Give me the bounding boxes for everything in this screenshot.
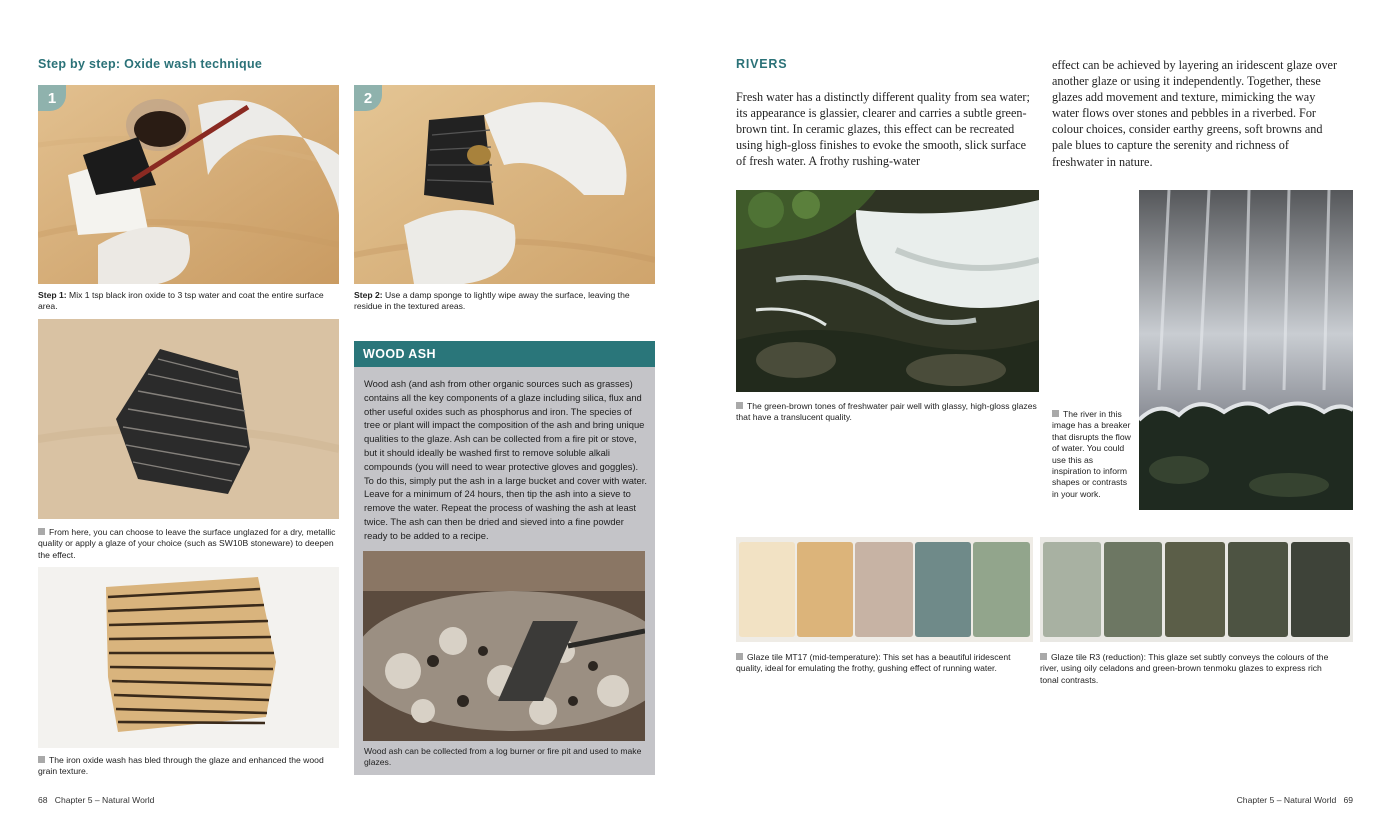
left-chapter-label: Chapter 5 – Natural World	[54, 795, 155, 805]
rivers-intro-col1: Fresh water has a distinctly different quality from sea water; its appearance is glassier, clearer and carries a subtle green-brown tint. In ceramic glazes, this effect can be recreated using high-gloss finishes to evoke the smooth, slick surface of fresh water. A frothy rushing-water	[736, 90, 1030, 169]
glaze-tiles-r3	[1040, 537, 1353, 642]
step-1-badge: 1	[38, 85, 66, 111]
river-photo-1	[736, 190, 1039, 392]
caption-square-icon	[736, 402, 743, 409]
caption-square-icon	[736, 653, 743, 660]
step-2-photo	[354, 85, 655, 284]
wood-ash-photo	[363, 551, 645, 741]
glaze-tile	[1043, 542, 1101, 637]
unglazed-caption-text: From here, you can choose to leave the surface unglazed for a dry, metallic quality or apply a glaze of your choice (such as SW10B stoneware) to deepen the effect.	[38, 527, 336, 560]
glazed-tile-illustration	[38, 567, 339, 748]
river-2-caption	[1052, 409, 1132, 500]
left-footer	[38, 795, 154, 805]
wood-ash-illustration	[363, 551, 645, 741]
river-photo-2	[1139, 190, 1353, 510]
wood-ash-box	[354, 341, 655, 775]
right-page-number: 69	[1343, 795, 1353, 805]
glaze-tile	[1291, 542, 1350, 637]
glaze-tiles-mt17	[736, 537, 1033, 642]
left-page-number: 68	[38, 795, 48, 805]
glaze-tile	[915, 542, 971, 637]
step-2-caption-text: Use a damp sponge to lightly wipe away the surface, leaving the residue in the textured areas.	[354, 290, 630, 312]
step-2-illustration	[354, 85, 655, 284]
step-1-photo	[38, 85, 339, 284]
glaze-tile	[1104, 542, 1162, 637]
tiles-mt17-caption-text: Glaze tile MT17 (mid-temperature): This set has a beautiful iridescent quality, ideal for emulating the frothy, gushing effect of running water.	[736, 652, 1011, 674]
caption-square-icon	[1040, 653, 1047, 660]
step-1-caption	[38, 290, 343, 313]
step-1-caption-label: Step 1:	[38, 290, 67, 300]
river-1-caption-text: The green-brown tones of freshwater pair well with glassy, high-gloss glazes that have a translucent quality.	[736, 401, 1037, 423]
wood-ash-caption: Wood ash can be collected from a log burner or fire pit and used to make glazes.	[364, 746, 642, 768]
caption-square-icon	[38, 528, 45, 535]
caption-square-icon	[1052, 410, 1059, 417]
glaze-tile	[855, 542, 913, 637]
glaze-tile	[797, 542, 853, 637]
glaze-tile	[1228, 542, 1288, 637]
step-1-illustration	[38, 85, 339, 284]
tiles-r3-caption-text: Glaze tile R3 (reduction): This glaze set subtly conveys the colours of the river, using oily celadons and green-brown tenmoku glazes to express rich tonal contrasts.	[1040, 652, 1329, 685]
glaze-tile	[739, 542, 795, 637]
tiles-mt17-caption	[736, 652, 1034, 675]
right-chapter-label: Chapter 5 – Natural World	[1236, 795, 1337, 805]
glazed-tile-photo	[38, 567, 339, 748]
unglazed-tile-photo	[38, 319, 339, 519]
glazed-caption	[38, 755, 338, 778]
wood-ash-title: WOOD ASH	[354, 341, 655, 367]
tiles-r3-caption	[1040, 652, 1340, 686]
left-page-title: Step by step: Oxide wash technique	[38, 57, 263, 71]
river-2-caption-text: The river in this image has a breaker that disrupts the flow of water. You could use this as inspiration to inform shapes or contrasts in your work.	[1052, 409, 1131, 499]
glaze-tile	[973, 542, 1030, 637]
wood-ash-body: Wood ash (and ash from other organic sources such as grasses) contains all the key components of a glaze including silica, flux and other useful oxides such as phosphorus and iron. The species of tree or plant will impact the composition of the ash and bring unique qualities to the glaze. Ash can be collected from a fire pit or stove, but it should ideally be washed first to remove soluble alkali compounds (you will need to wear protective gloves and goggles). To do this, simply put the ash in a large bucket and cover with water. Leave for a minimum of 24 hours, then tip the ash into a sieve to remove the water. Repeat the process of washing the ash at least twice. The ash can then be dried and sieved into a fine powder ready to be added to a recipe.	[364, 378, 647, 541]
rivers-intro-col2: effect can be achieved by layering an iridescent glaze over another glaze or using it independently. Together, these glazes add movement and texture, mimicking the way water flows over stones and pebbles in a riverbed. For colour choices, consider earthy greens, soft browns and pale blues to capture the serenity and richness of freshwater in nature.	[1052, 58, 1338, 169]
rivers-title: RIVERS	[736, 57, 788, 71]
unglazed-caption	[38, 527, 338, 561]
glaze-tile	[1165, 542, 1225, 637]
step-2-caption	[354, 290, 644, 313]
right-footer	[1237, 795, 1353, 805]
step-1-caption-text: Mix 1 tsp black iron oxide to 3 tsp water and coat the entire surface area.	[38, 290, 324, 312]
river-1-illustration	[736, 190, 1039, 392]
caption-square-icon	[38, 756, 45, 763]
river-2-illustration	[1139, 190, 1353, 510]
glazed-caption-text: The iron oxide wash has bled through the glaze and enhanced the wood grain texture.	[38, 755, 324, 777]
step-2-badge: 2	[354, 85, 382, 111]
unglazed-tile-illustration	[38, 319, 339, 519]
river-1-caption	[736, 401, 1042, 424]
step-2-caption-label: Step 2:	[354, 290, 383, 300]
